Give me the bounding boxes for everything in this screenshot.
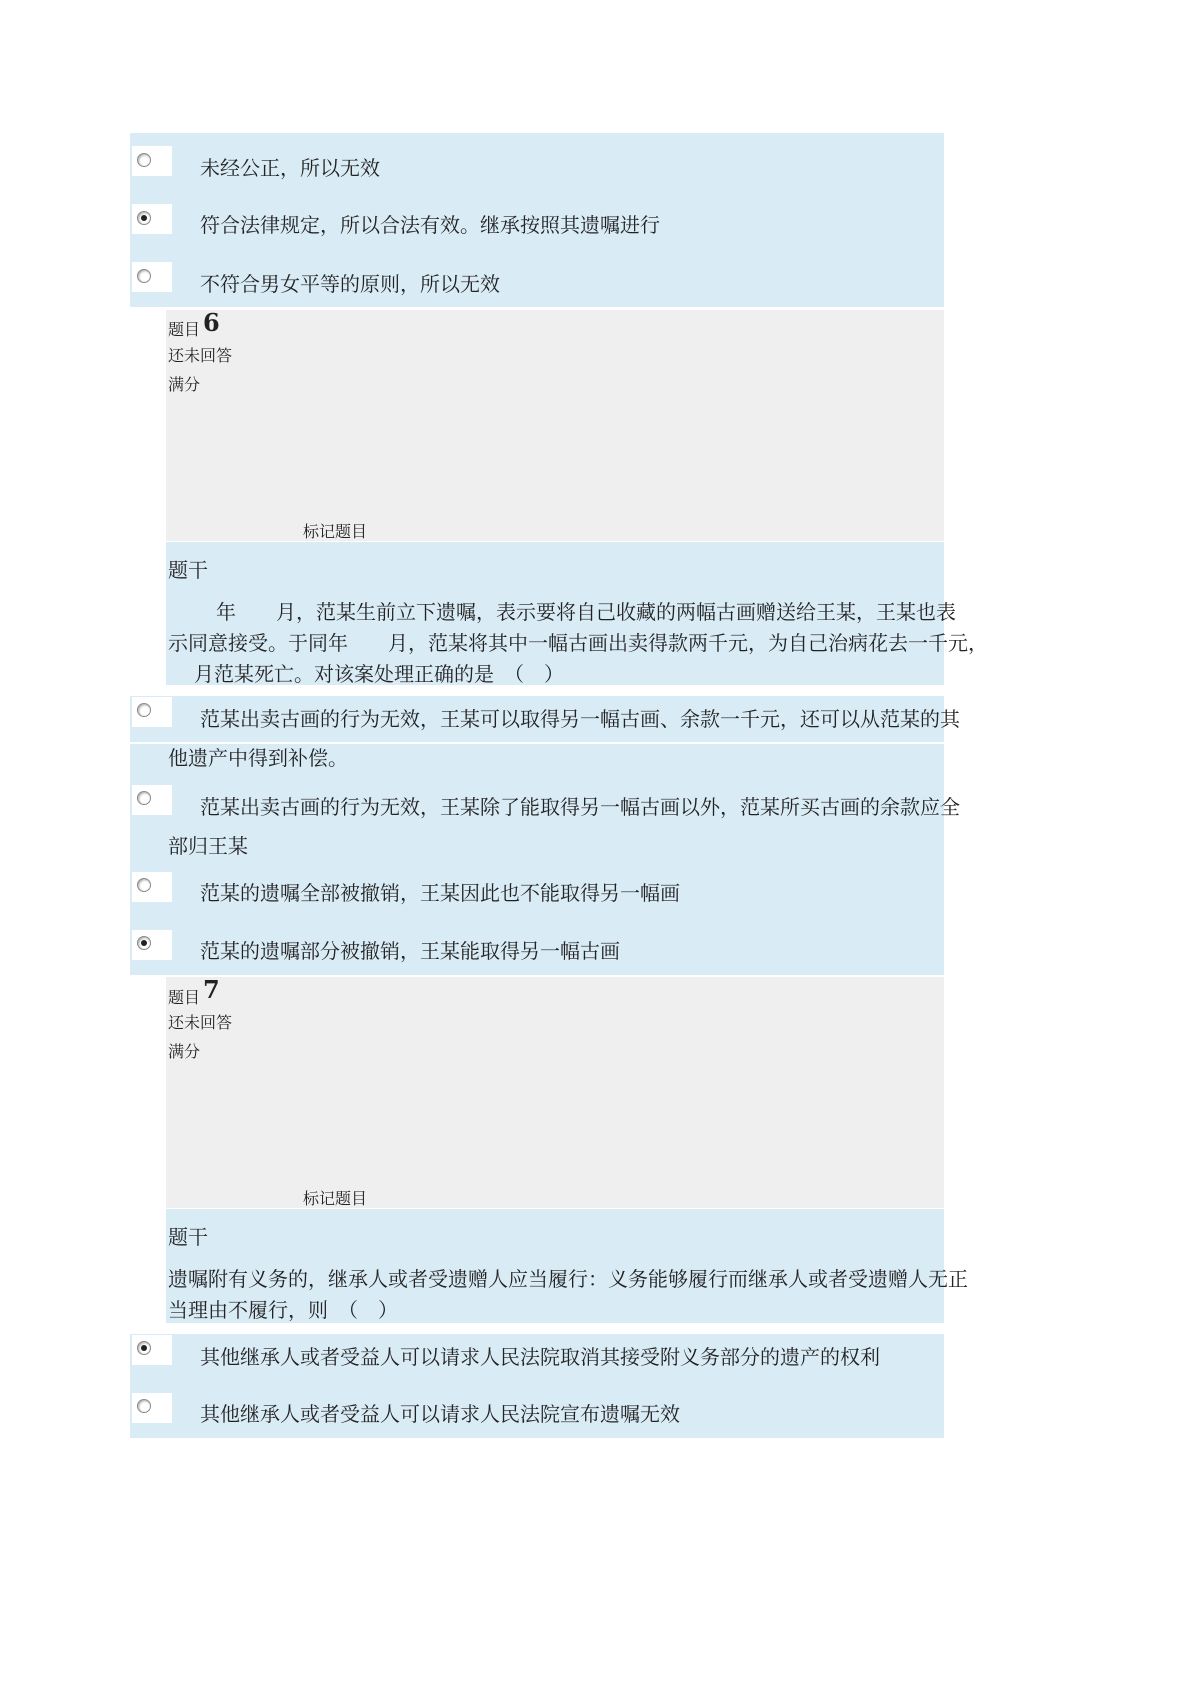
q5-option-1-radio[interactable] [137, 153, 151, 167]
q7-stem-line-1: 遗嘱附有义务的，继承人或者受遗赠人应当履行：义务能够履行而继承人或者受遗赠人无正 [168, 1267, 968, 1291]
q6-option-3-radio[interactable] [137, 878, 151, 892]
q6-stem-line-1: 年 月，范某生前立下遗嘱，表示要将自己收藏的两幅古画赠送给王某，王某也表 [216, 600, 956, 624]
q6-option-2-line2[interactable]: 部归王某 [168, 834, 248, 858]
q6-status: 还未回答 [168, 346, 233, 365]
q6-option-3-text[interactable]: 范某的遗嘱全部被撤销，王某因此也不能取得另一幅画 [200, 881, 680, 905]
q7-stem-line-2: 当理由不履行，则 （ ） [168, 1298, 398, 1322]
q6-options-block [130, 696, 944, 975]
q7-stem-label: 题干 [168, 1225, 208, 1249]
q6-stem-text [168, 597, 988, 690]
q6-option-2-line1[interactable]: 范某出卖古画的行为无效，王某除了能取得另一幅古画以外，范某所买古画的余款应全 [200, 795, 960, 819]
q7-info-panel [166, 977, 944, 1208]
q7-number: 7 [203, 975, 220, 1004]
q6-stem-line-2: 示同意接受。于同年 月，范某将其中一幅古画出卖得款两千元，为自己治病花去一千元， [168, 631, 988, 655]
q6-options-divider [130, 742, 944, 744]
q7-status: 还未回答 [168, 1013, 233, 1032]
q6-score: 满分 [168, 375, 201, 394]
q7-flag-question[interactable]: 标记题目 [303, 1189, 368, 1208]
q7-option-1-radio[interactable] [137, 1341, 151, 1355]
q6-option-1-line2[interactable]: 他遗产中得到补偿。 [168, 746, 348, 770]
q6-info-panel [166, 310, 944, 541]
q6-stem-line-3: 月范某死亡。对该案处理正确的是 （ ） [194, 662, 564, 686]
q6-option-2-radio[interactable] [137, 791, 151, 805]
q6-option-4-radio[interactable] [137, 936, 151, 950]
q5-option-2-text[interactable]: 符合法律规定，所以合法有效。继承按照其遗嘱进行 [200, 213, 660, 237]
q6-option-1-radio[interactable] [137, 703, 151, 717]
q7-label: 题目 [168, 988, 201, 1007]
q5-option-2-radio[interactable] [137, 211, 151, 225]
q6-flag-question[interactable]: 标记题目 [303, 522, 368, 541]
q7-stem-text [168, 1264, 968, 1326]
q5-option-3-radio[interactable] [137, 269, 151, 283]
q6-label: 题目 [168, 320, 201, 339]
q6-stem-label: 题干 [168, 558, 208, 582]
q5-option-3-text[interactable]: 不符合男女平等的原则，所以无效 [200, 272, 500, 296]
q6-option-4-text[interactable]: 范某的遗嘱部分被撤销，王某能取得另一幅古画 [200, 939, 620, 963]
q6-number: 6 [203, 308, 220, 337]
q7-option-2-text[interactable]: 其他继承人或者受益人可以请求人民法院宣布遗嘱无效 [200, 1402, 680, 1426]
q7-option-2-radio[interactable] [137, 1399, 151, 1413]
q7-option-1-text[interactable]: 其他继承人或者受益人可以请求人民法院取消其接受附义务部分的遗产的权利 [200, 1345, 880, 1369]
q5-option-1-text[interactable]: 未经公正，所以无效 [200, 156, 380, 180]
q7-score: 满分 [168, 1042, 201, 1061]
q6-option-1-line1[interactable]: 范某出卖古画的行为无效，王某可以取得另一幅古画、余款一千元，还可以从范某的其 [200, 707, 960, 731]
